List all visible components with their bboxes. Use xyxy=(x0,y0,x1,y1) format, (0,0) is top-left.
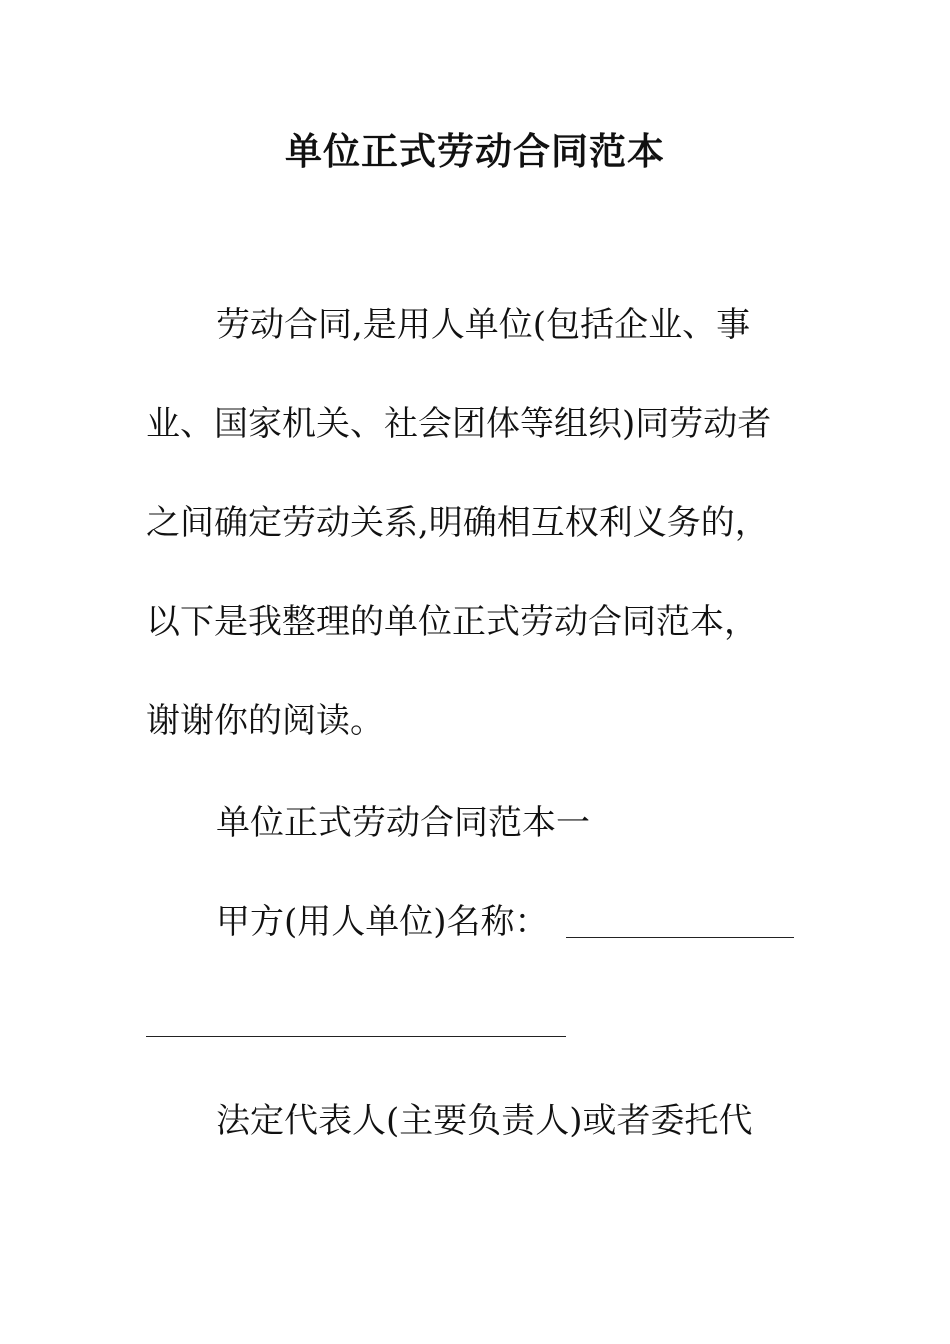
legal-representative-line: 法定代表人(主要负责人)或者委托代 xyxy=(216,1101,753,1141)
intro-line-2: 业、国家机关、社会团体等组织)同劳动者 xyxy=(146,404,772,444)
intro-line-4: 以下是我整理的单位正式劳动合同范本， xyxy=(146,602,758,642)
document-title: 单位正式劳动合同范本 xyxy=(285,130,665,173)
intro-line-1: 劳动合同,是用人单位(包括企业、事 xyxy=(216,305,751,345)
intro-line-5: 谢谢你的阅读。 xyxy=(146,701,384,741)
section-heading: 单位正式劳动合同范本一 xyxy=(216,803,590,843)
party-a-label: 甲方(用人单位)名称： xyxy=(216,902,549,942)
party-a-name-blank xyxy=(566,937,794,938)
intro-line-3: 之间确定劳动关系,明确相互权利义务的， xyxy=(146,503,769,543)
party-a-name-blank-continued xyxy=(146,1036,566,1037)
